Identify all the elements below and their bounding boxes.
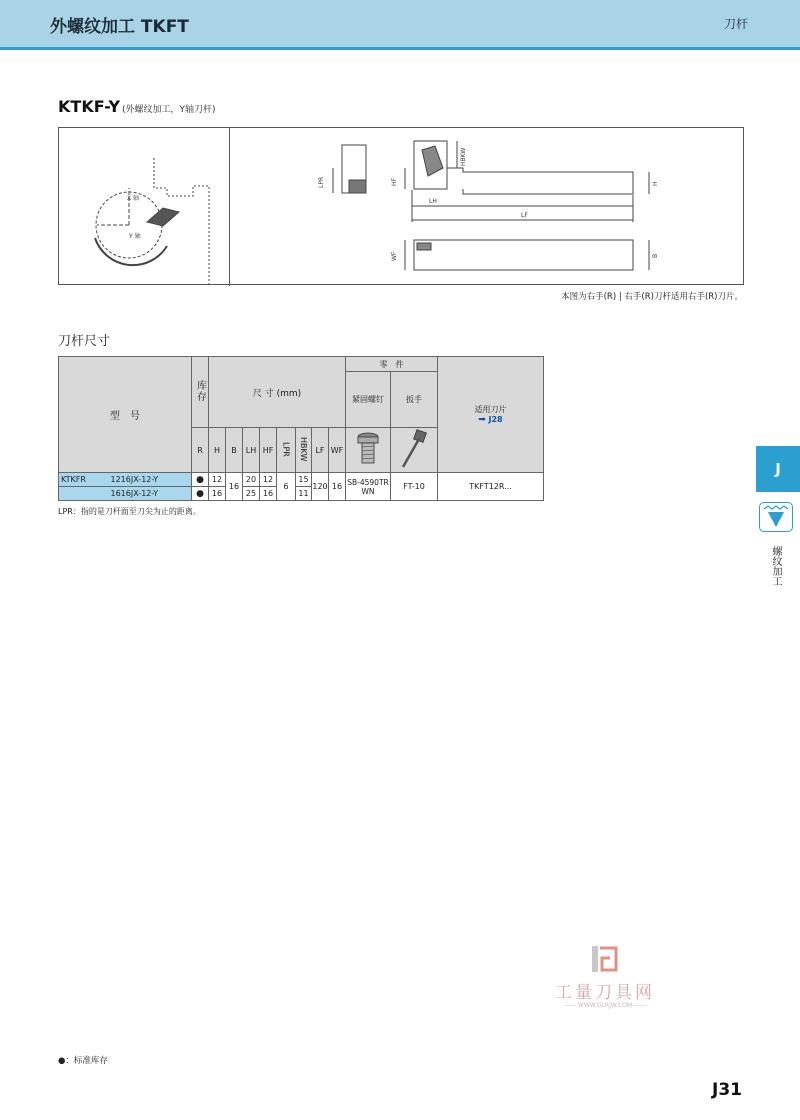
row-stock: ● [192, 487, 209, 501]
row-model: 1616JX-12-Y [109, 487, 192, 501]
row-hf: 16 [260, 487, 277, 501]
row-hbkw: 11 [296, 487, 312, 501]
insert-header [438, 357, 544, 473]
dim-hbkw: HBKW [460, 147, 467, 166]
watermark-text: 工量刀具网 [555, 983, 655, 1003]
dim-lf: LF [521, 212, 528, 219]
dims-header: 尺 寸 (mm) [209, 357, 346, 428]
side-view [405, 141, 649, 222]
page-title: 外螺纹加工 TKFT [50, 17, 189, 37]
row-h: 16 [209, 487, 226, 501]
shared-lf: 120 [312, 473, 329, 501]
col-lpr [277, 428, 296, 473]
model-title [58, 97, 216, 116]
col-hbkw [296, 428, 312, 473]
screw-image [346, 428, 391, 473]
row-h: 12 [209, 473, 226, 487]
col-hf: HF [260, 428, 277, 473]
y-axis-label: Y 轴 [129, 233, 141, 240]
col-r: R [192, 428, 209, 473]
shared-b: 16 [226, 473, 243, 501]
stock-header [192, 357, 209, 428]
insert-ref[interactable] [438, 415, 543, 425]
end-view [333, 145, 366, 193]
insert-ref-label[interactable]: J28 [488, 415, 503, 424]
screw-icon [356, 432, 380, 466]
dim-lpr: LPR [318, 176, 325, 188]
category-label: 刀杆 [723, 17, 748, 31]
tool-diagram [58, 127, 744, 285]
row-lh: 25 [243, 487, 260, 501]
col-lh: LH [243, 428, 260, 473]
side-tab-j[interactable]: J [756, 446, 800, 492]
stock-legend: ●：标准库存 [58, 1056, 108, 1066]
x-axis-label: X 轴 [127, 195, 140, 202]
watermark-logo-icon [590, 944, 620, 974]
diagram-note: 本图为右手(R) | 右手(R)刀杆适用右手(R)刀片。 [561, 292, 743, 302]
row-hbkw: 15 [296, 473, 312, 487]
shared-screw: SB-4590TRWN [346, 473, 391, 501]
shared-insert: TKFT12R... [438, 473, 544, 501]
page-number: J31 [712, 1080, 742, 1100]
arrow-right-icon: ➡ [478, 415, 486, 425]
dim-wf: WF [391, 251, 398, 261]
row-stock: ● [192, 473, 209, 487]
model-header: 型 号 [59, 357, 192, 473]
stock-header-label: 库存 [194, 380, 206, 402]
watermark-url: —— WWW.GLRJW.COM —— [563, 1002, 646, 1009]
thread-insert-icon [760, 503, 792, 531]
section-title: 刀杆尺寸 [58, 334, 111, 349]
page-header [0, 0, 800, 50]
wrench-image [391, 428, 438, 473]
row-hf: 12 [260, 473, 277, 487]
insert-header-label: 适用刀片 [474, 405, 507, 414]
side-label: 螺纹加工 [770, 546, 781, 586]
parts-header: 零 件 [346, 357, 438, 372]
dim-lh: LH [429, 198, 437, 205]
dim-h: H [652, 181, 659, 186]
col-h: H [209, 428, 226, 473]
col-hbkw-label: HBKW [299, 436, 308, 462]
table-note: LPR：指的是刀杆面至刀尖为止的距离。 [58, 507, 201, 516]
screw-header: 紧固螺钉 [346, 372, 391, 428]
threading-icon [759, 502, 793, 532]
shared-lpr: 6 [277, 473, 296, 501]
wrench-icon [397, 429, 431, 469]
row-lh: 20 [243, 473, 260, 487]
row-prefix-blank [59, 487, 109, 501]
wrench-header: 扳手 [391, 372, 438, 428]
dim-b: B [652, 253, 659, 258]
row-prefix: KTKFR [59, 473, 109, 487]
col-lf: LF [312, 428, 329, 473]
top-view [405, 240, 649, 270]
row-model: 1216JX-12-Y [109, 473, 192, 487]
workpiece-view [95, 158, 209, 286]
model-name: KTKF-Y [58, 97, 121, 116]
tool-drawing [59, 128, 745, 286]
col-lpr-label: LPR [281, 441, 291, 457]
watermark [540, 944, 670, 1014]
dim-hf: HF [391, 178, 398, 186]
col-b: B [226, 428, 243, 473]
model-subtitle: (外螺纹加工，Y轴刀杆) [122, 105, 216, 115]
spec-table [58, 356, 544, 501]
shared-wrench: FT-10 [391, 473, 438, 501]
shared-wf: 16 [329, 473, 346, 501]
col-wf: WF [329, 428, 346, 473]
